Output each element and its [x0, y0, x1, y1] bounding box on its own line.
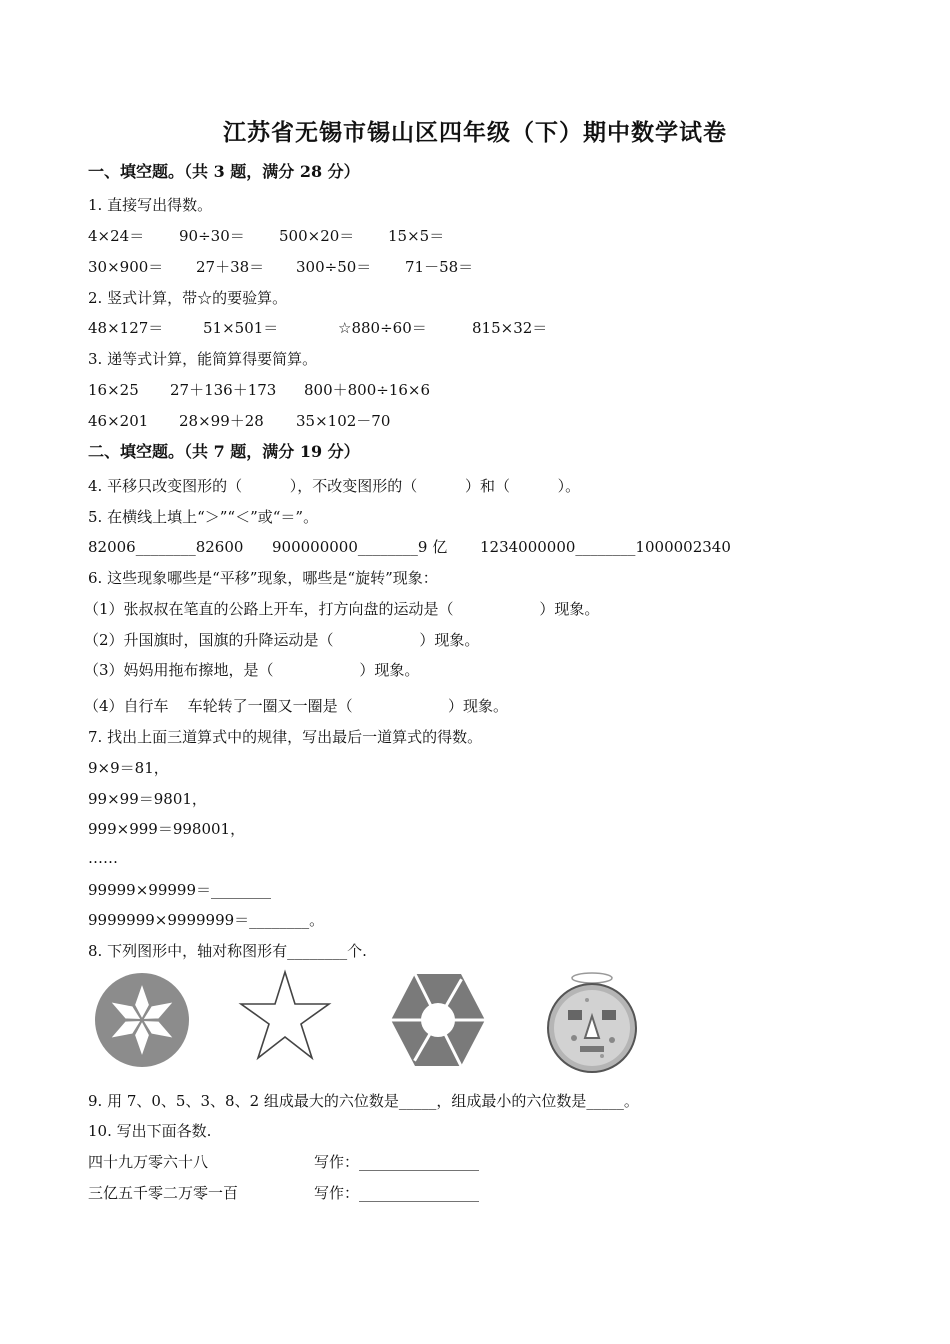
- q7-line: ……: [88, 849, 118, 867]
- q2-item: 51×501＝: [203, 319, 279, 337]
- q3-stem: 3. 递等式计算，能简算得要简算。: [88, 350, 318, 368]
- q8-figures: [80, 968, 700, 1083]
- q10-number-words: 四十九万零六十八: [88, 1153, 209, 1171]
- q1-item: 4×24＝: [88, 227, 145, 245]
- q6-item: （1）张叔叔在笔直的公路上开车，打方向盘的运动是（ ）现象。: [84, 600, 600, 618]
- q7-line: 99999×99999＝________: [88, 881, 272, 899]
- q5-item: 1234000000________1000002340: [480, 538, 731, 556]
- q10-stem: 10. 写出下面各数.: [88, 1122, 212, 1140]
- q7-stem: 7. 找出上面三道算式中的规律，写出最后一道算式的得数。: [88, 728, 483, 746]
- q4-stem: 4. 平移只改变图形的（ ），不改变图形的（ ）和（ ）。: [88, 477, 581, 495]
- page-title: 江苏省无锡市锡山区四年级（下）期中数学试卷: [223, 119, 727, 146]
- q1-item: 71－58＝: [405, 258, 474, 276]
- q1-row1: [88, 226, 444, 246]
- q1-row2: [88, 257, 473, 277]
- q6-item: （2）升国旗时，国旗的升降运动是（ ）现象。: [84, 631, 480, 649]
- q10-number-words: 三亿五千零二万零一百: [88, 1184, 239, 1202]
- q9-stem: 9. 用 7、0、5、3、8、2 组成最大的六位数是_____，组成最小的六位数是_____。: [88, 1092, 639, 1110]
- q2-row1: [88, 318, 547, 338]
- q5-item: 900000000________9 亿: [272, 538, 448, 556]
- q3-row1: [88, 380, 430, 400]
- q10-row: [88, 1152, 479, 1172]
- q5-row1: [88, 537, 731, 557]
- q1-item: 30×900＝: [88, 258, 164, 276]
- q8-stem: 8. 下列图形中，轴对称图形有________个.: [88, 942, 367, 960]
- hexagon-pinwheel-figure: [388, 968, 488, 1072]
- star-outline-figure: [238, 968, 332, 1062]
- q10-row: [88, 1183, 479, 1203]
- q7-line: 9×9＝81，: [88, 759, 169, 777]
- q2-item: ☆880÷60＝: [338, 319, 427, 337]
- section2-heading: 二、填空题。（共 7 题，满分 19 分）: [88, 442, 360, 461]
- q10-write-blank: 写作：________________: [314, 1153, 480, 1171]
- q1-item: 27＋38＝: [196, 258, 265, 276]
- q2-item: 815×32＝: [472, 319, 548, 337]
- section1-heading: 一、填空题。（共 3 题，满分 28 分）: [88, 162, 360, 181]
- q3-item: 16×25: [88, 381, 139, 399]
- q6-item: （4）自行车 车轮转了一圈又一圈是（ ）现象。: [84, 697, 508, 715]
- face-circle-figure: [542, 968, 642, 1076]
- q5-item: 82006________82600: [88, 538, 244, 556]
- q7-line: 9999999×9999999＝________。: [88, 911, 325, 929]
- q10-write-blank: 写作：________________: [314, 1184, 480, 1202]
- q1-item: 15×5＝: [388, 227, 445, 245]
- q3-item: 800＋800÷16×6: [304, 381, 431, 399]
- q1-item: 500×20＝: [279, 227, 355, 245]
- q7-line: 99×99＝9801，: [88, 790, 207, 808]
- q3-item: 35×102－70: [296, 412, 391, 430]
- q6-stem: 6. 这些现象哪些是“平移”现象，哪些是“旋转”现象：: [88, 569, 438, 587]
- star-circle-figure: [92, 968, 192, 1068]
- q3-item: 27＋136＋173: [170, 381, 277, 399]
- q3-row2: [88, 411, 390, 431]
- q2-item: 48×127＝: [88, 319, 164, 337]
- q1-item: 300÷50＝: [296, 258, 372, 276]
- q1-item: 90÷30＝: [179, 227, 245, 245]
- q2-stem: 2. 竖式计算，带☆的要验算。: [88, 289, 288, 307]
- q5-stem: 5. 在横线上填上“＞”“＜”或“＝”。: [88, 508, 319, 526]
- q3-item: 28×99＋28: [179, 412, 264, 430]
- q7-line: 999×999＝998001，: [88, 820, 246, 838]
- q6-item: （3）妈妈用拖布擦地，是（ ）现象。: [84, 661, 420, 679]
- q1-stem: 1. 直接写出得数。: [88, 196, 213, 214]
- q3-item: 46×201: [88, 412, 149, 430]
